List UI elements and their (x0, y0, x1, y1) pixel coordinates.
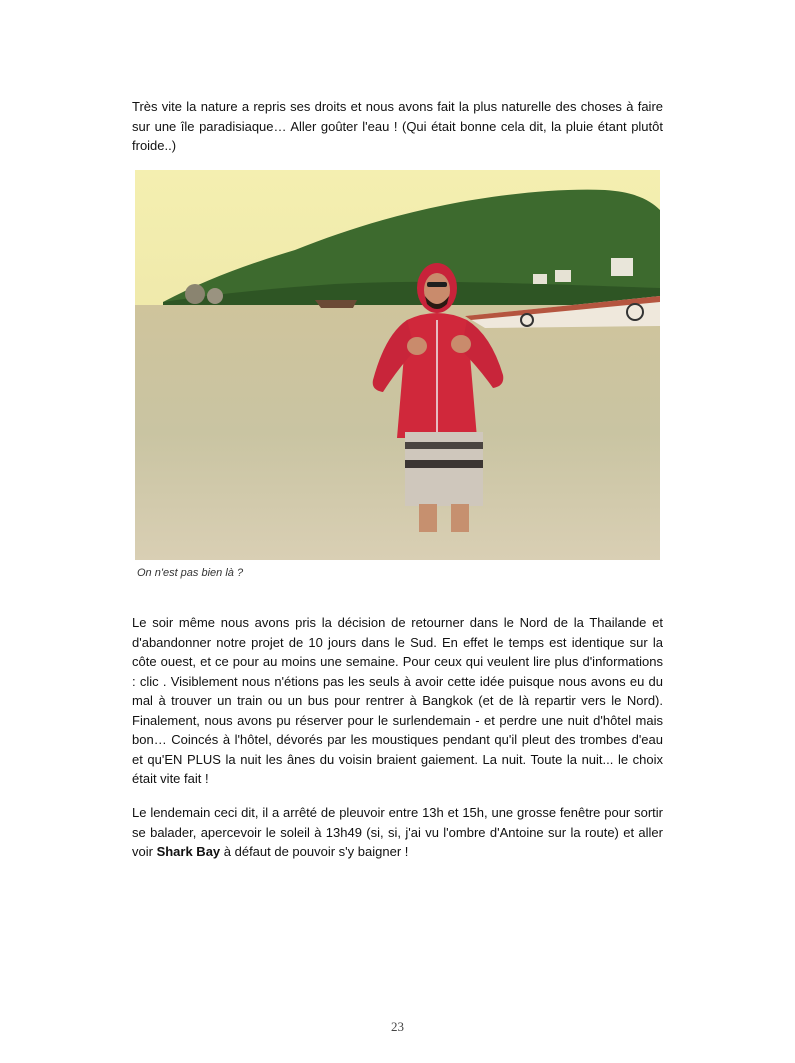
place-name: Shark Bay (156, 844, 221, 859)
paragraph-decision: Le soir même nous avons pris la décision de retourner dans le Nord de la Thailande et d'abandonner notre projet de 10 jours dans le Sud. En effet le temps est identique sur la côte ouest, et ce pour au moins une semaine. Pour ceux qui veulent lire plus d'informations : clic . Visiblement nous n'étions pas les seuls à avoir cette idée puisque nous avons eu du mal à trouver un train ou un bus pour rentrer à Bangkok (et de là repartir vers le Nord). Finalement, nous avons pu réserver pour le surlendemain - et perdre une nuit d'hôtel mais bon… Coincés à l'hôtel, dévorés par les moustiques pendant qu'il pleut des trombes d'eau et qu'EN PLUS la nuit les ânes du voisin braient gaiement. La nuit. Toute la nuit... le choix était vite fait ! (132, 615, 663, 786)
paragraph-text-end: à défaut de pouvoir s'y baigner ! (220, 844, 409, 859)
paragraph-text: Le lendemain ceci dit, il a arrêté de pleuvoir entre 13h et 15h, une grosse fenêtre pour sortir se balader, apercevoir le soleil à 13h49 (si, si, j'ai vu l'ombre d'Antoine sur la route) et aller voir (132, 805, 663, 859)
paragraph-intro: Très vite la nature a repris ses droits et nous avons fait la plus naturelle des choses à faire sur une île paradisiaque… Aller goûter l'eau ! (Qui était bonne cela dit, la pluie étant plutôt froide..) (132, 99, 663, 153)
photo-caption: On n'est pas bien là ? (137, 567, 244, 579)
page-number: 23 (391, 1019, 404, 1034)
paragraph-shark-bay (132, 803, 663, 862)
beach-photo (135, 170, 660, 560)
